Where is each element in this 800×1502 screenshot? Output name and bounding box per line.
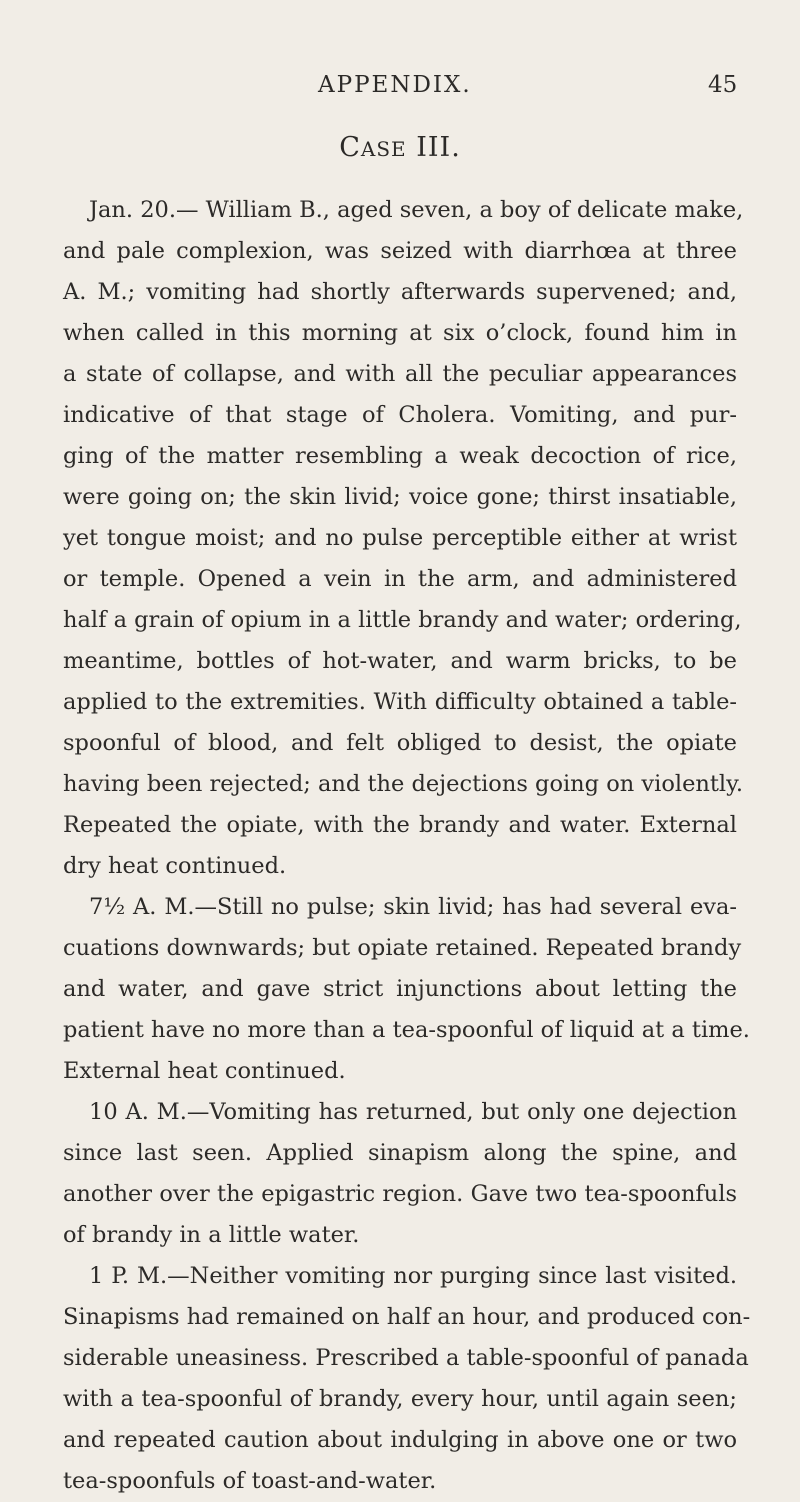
page-number: 45: [708, 72, 738, 98]
case-heading-initial: C: [339, 132, 361, 163]
text-line: since last seen. Applied sinapism along the spine, and: [63, 1140, 737, 1166]
text-line: spoonful of blood, and felt obliged to desist, the opiate: [63, 730, 737, 756]
text-line: cuations downwards; but opiate retained. Repeated brandy: [63, 935, 742, 961]
case-heading-numeral: III.: [406, 132, 461, 163]
text-line: patient have no more than a tea-spoonful of liquid at a time.: [63, 1017, 750, 1043]
text-line: with a tea-spoonful of brandy, every hour, until again seen;: [63, 1386, 737, 1412]
text-line: Sinapisms had remained on half an hour, and produced con-: [63, 1304, 751, 1330]
text-line: yet tongue moist; and no pulse perceptible either at wrist: [63, 525, 737, 551]
text-line: of brandy in a little water.: [63, 1222, 360, 1248]
text-line: and water, and gave strict injunctions about letting the: [63, 976, 737, 1002]
text-line: were going on; the skin livid; voice gone; thirst insatiable,: [63, 484, 737, 510]
text-line: A. M.; vomiting had shortly afterwards supervened; and,: [63, 279, 737, 305]
text-line: Repeated the opiate, with the brandy and water. External: [63, 812, 737, 838]
running-head: [0, 72, 800, 108]
text-line: applied to the extremities. With difficulty obtained a table-: [63, 689, 737, 715]
text-line: another over the epigastric region. Gave two tea-spoonfuls: [63, 1181, 737, 1207]
text-line: a state of collapse, and with all the peculiar appearances: [63, 361, 737, 387]
text-line: siderable uneasiness. Prescribed a table-spoonful of panada: [63, 1345, 749, 1371]
text-line: meantime, bottles of hot-water, and warm bricks, to be: [63, 648, 737, 674]
text-line: half a grain of opium in a little brandy and water; ordering,: [63, 607, 742, 633]
text-line: ging of the matter resembling a weak decoction of rice,: [63, 443, 737, 469]
running-title: APPENDIX.: [318, 72, 472, 98]
text-line: and repeated caution about indulging in above one or two: [63, 1427, 737, 1453]
text-line: 7½ A. M.—Still no pulse; skin livid; has had several eva-: [89, 894, 737, 920]
text-line: when called in this morning at six o’clock, found him in: [63, 320, 737, 346]
case-heading-smallcaps: ASE: [360, 137, 407, 161]
text-line: 1 P. M.—Neither vomiting nor purging since last visited.: [89, 1263, 737, 1289]
text-line: dry heat continued.: [63, 853, 287, 879]
text-line: External heat continued.: [63, 1058, 346, 1084]
text-line: and pale complexion, was seized with diarrhœa at three: [63, 238, 737, 264]
text-line: indicative of that stage of Cholera. Vomiting, and pur-: [63, 402, 737, 428]
case-heading: [0, 132, 800, 163]
text-line: or temple. Opened a vein in the arm, and administered: [63, 566, 737, 592]
text-line: tea-spoonfuls of toast-and-water.: [63, 1468, 437, 1494]
case-narrative: [63, 190, 751, 1502]
text-line: having been rejected; and the dejections going on violently.: [63, 771, 743, 797]
text-line: 10 A. M.—Vomiting has returned, but only one dejection: [89, 1099, 737, 1125]
text-line: Jan. 20.— William B., aged seven, a boy of delicate make,: [89, 197, 744, 223]
